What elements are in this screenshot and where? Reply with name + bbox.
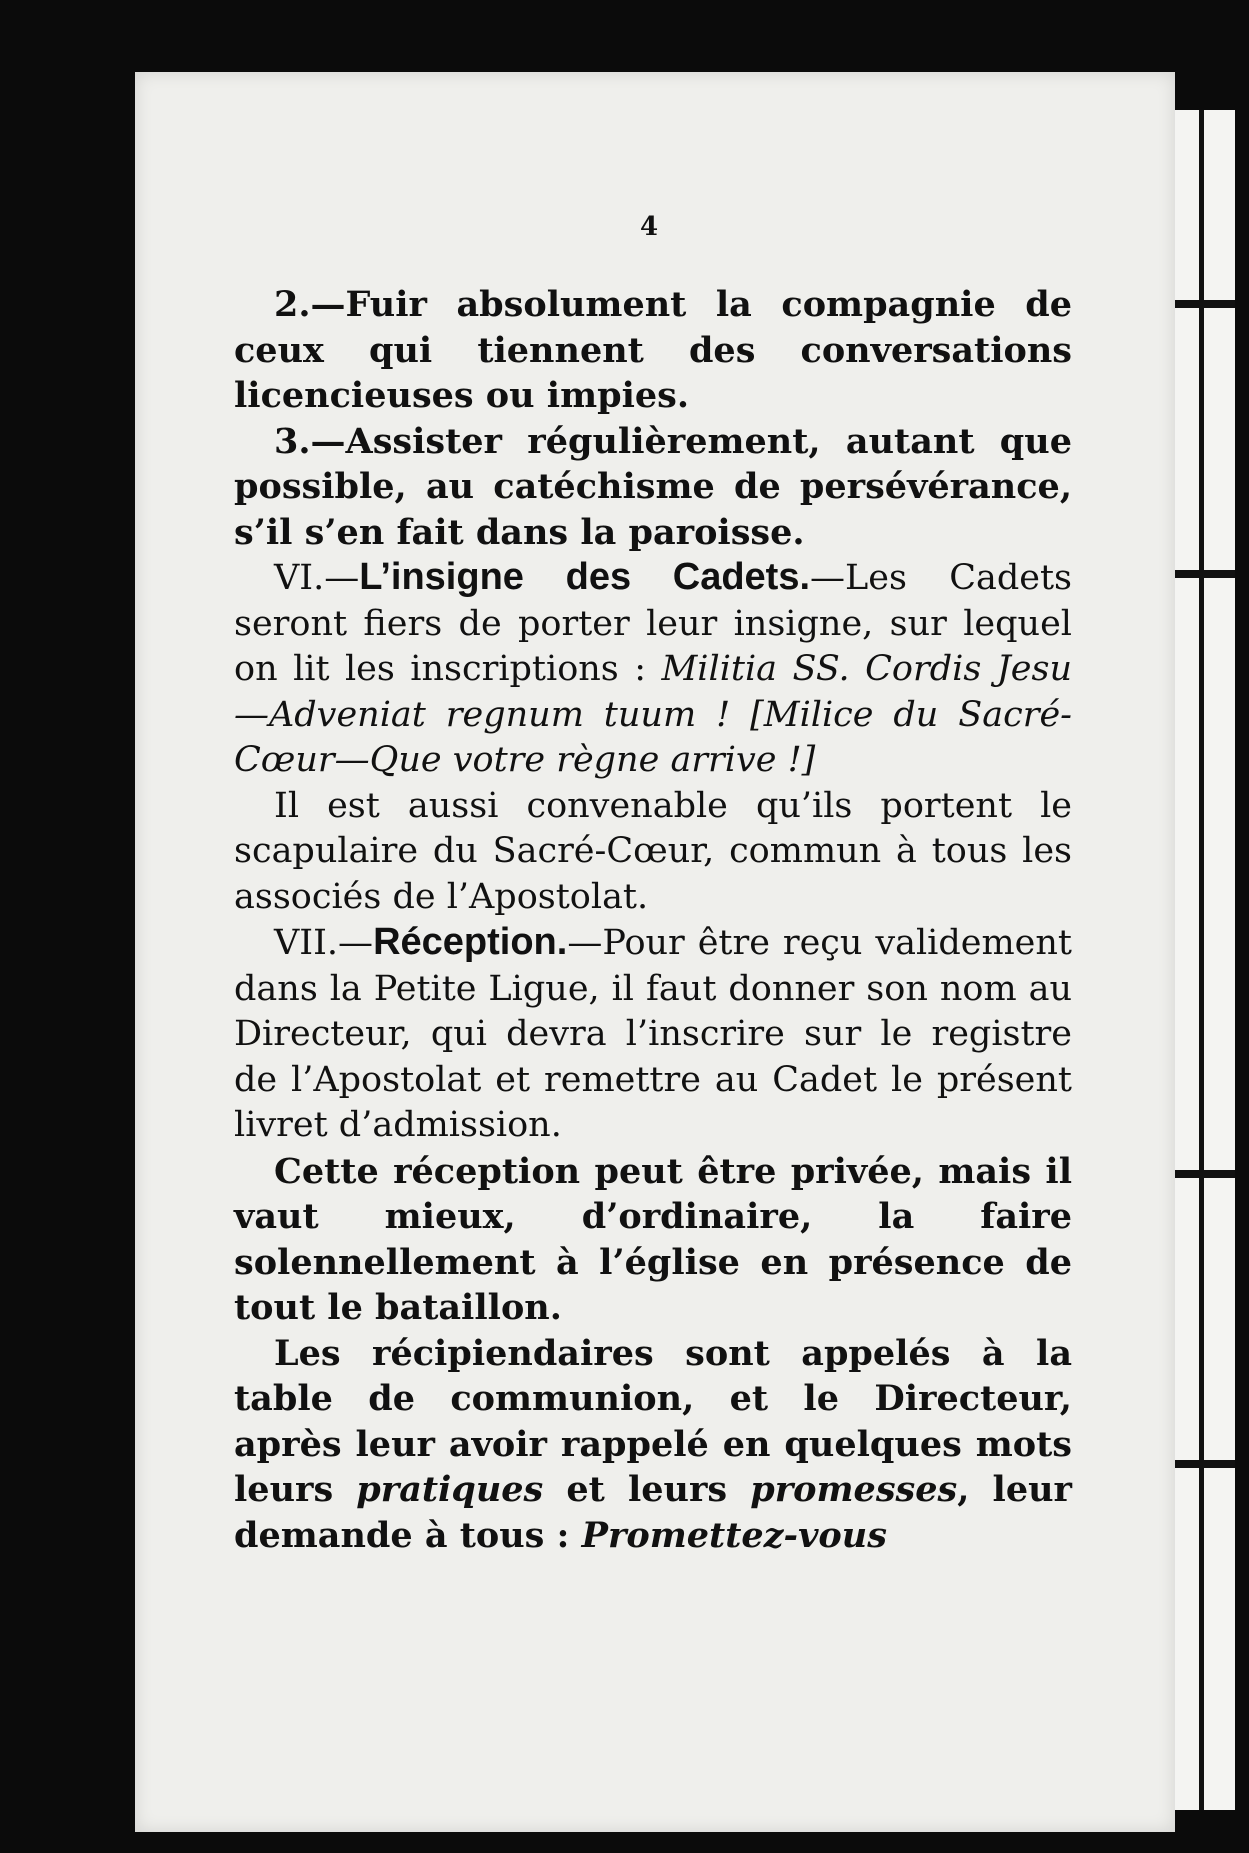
section-6-title: L’insigne des Cadets.	[359, 556, 811, 598]
border-ornament	[1175, 1170, 1235, 1178]
section-6	[234, 555, 1072, 784]
border-rule	[1199, 110, 1204, 1810]
para-3-mid: , leur demande à tous :	[234, 1469, 1072, 1556]
section-7-para-2: Cette réception peut être privée, mais il vaut mieux, d’ordinaire, la faire solennellement à l’église en présence de tout le bataillon.	[234, 1150, 1072, 1328]
border-ornament	[1175, 570, 1235, 578]
facing-page-edge	[1175, 110, 1235, 1810]
para-3-start: Les récipiendaires sont appelés à la table de communion, et le Directeur, après leur avoir rappelé en quelques mots leurs	[234, 1332, 1072, 1510]
border-ornament	[1175, 300, 1235, 308]
section-7-text: —Pour être reçu validement dans la Petite Ligue, il faut donner son nom au Directeur, qui devra l’inscrire sur le registre de l’Apostolat et remettre au Cadet le présent livret d’admission.	[234, 923, 1072, 1145]
page-text	[234, 282, 1072, 1558]
section-7	[234, 920, 1072, 1149]
section-6-text: —Les Cadets seront fiers de porter leur insigne, sur lequel on lit les inscriptions :	[234, 558, 1072, 689]
latin-motto: Militia SS. Cordis Jesu—Adveniat regnum tuum !	[234, 649, 1072, 735]
pratiques-word: pratiques	[356, 1469, 544, 1510]
section-6-number: VI.—	[274, 558, 360, 598]
et-leurs-text: et leurs	[543, 1469, 751, 1510]
section-7-para-3	[234, 1331, 1072, 1559]
item-2: 2.—Fuir absolument la compagnie de ceux qui tiennent des conversations licencieuses ou impies.	[234, 284, 1072, 416]
promettez-word: Promettez-vous	[581, 1514, 887, 1556]
promesses-word: promesses	[750, 1469, 958, 1510]
section-7-number: VII.—	[274, 923, 374, 963]
page-number: 4	[640, 212, 659, 242]
section-7-title: Réception.	[373, 921, 568, 963]
french-motto: [Milice du Sacré-Cœur—Que votre règne arrive !]	[234, 694, 1072, 780]
border-ornament	[1175, 1460, 1235, 1468]
item-3: 3.—Assister régulièrement, autant que possible, au catéchisme de persévérance, s’il s’en fait dans la paroisse.	[234, 420, 1072, 553]
section-6-para-2: Il est aussi convenable qu’ils portent le scapulaire du Sacré-Cœur, commun à tous les associés de l’Apostolat.	[234, 785, 1072, 917]
